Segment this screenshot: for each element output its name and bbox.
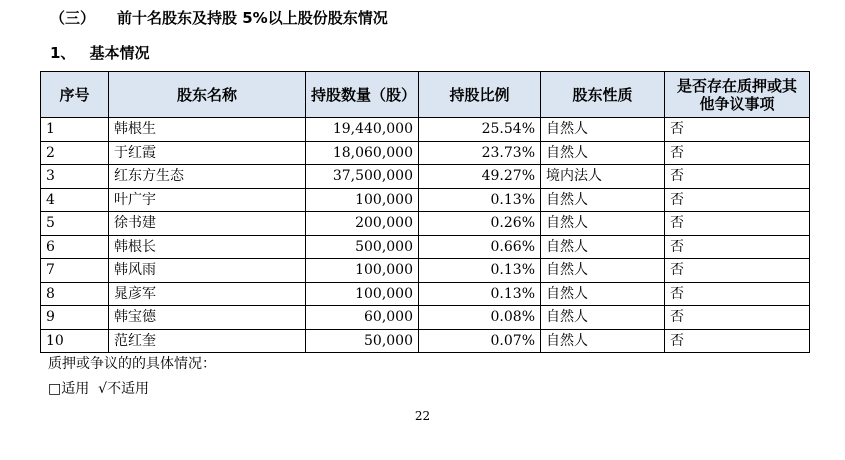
cell-serial-no: 3 <box>41 165 109 189</box>
cell-share-count: 50,000 <box>306 329 419 353</box>
header-shareholder-nature: 股东性质 <box>541 72 665 118</box>
cell-pledge-dispute: 否 <box>665 165 810 189</box>
table-header-row <box>41 72 810 118</box>
cell-share-count: 100,000 <box>306 259 419 283</box>
cell-share-ratio: 0.07% <box>419 329 541 353</box>
table-row <box>41 282 810 306</box>
table-row <box>41 165 810 189</box>
shareholder-table <box>40 71 810 353</box>
cell-share-count: 60,000 <box>306 306 419 330</box>
table-row <box>41 118 810 142</box>
cell-shareholder-nature: 自然人 <box>541 282 665 306</box>
cell-serial-no: 7 <box>41 259 109 283</box>
not-applicable-option-label: 不适用 <box>107 381 150 397</box>
cell-share-ratio: 0.13% <box>419 259 541 283</box>
cell-serial-no: 2 <box>41 141 109 165</box>
cell-shareholder-name: 叶广宇 <box>109 188 306 212</box>
header-share-count: 持股数量（股） <box>306 72 419 118</box>
cell-pledge-dispute: 否 <box>665 306 810 330</box>
cell-share-ratio: 0.13% <box>419 282 541 306</box>
cell-serial-no: 9 <box>41 306 109 330</box>
table-row <box>41 235 810 259</box>
dispute-details-label: 质押或争议的的具体情况： <box>48 356 216 372</box>
cell-serial-no: 6 <box>41 235 109 259</box>
applicable-option-label: 适用 <box>61 381 90 397</box>
cell-share-count: 200,000 <box>306 212 419 236</box>
cell-pledge-dispute: 否 <box>665 212 810 236</box>
cell-share-ratio: 49.27% <box>419 165 541 189</box>
cell-share-count: 37,500,000 <box>306 165 419 189</box>
cell-serial-no: 1 <box>41 118 109 142</box>
cell-shareholder-nature: 境内法人 <box>541 165 665 189</box>
cell-shareholder-nature: 自然人 <box>541 329 665 353</box>
cell-share-ratio: 0.08% <box>419 306 541 330</box>
cell-shareholder-nature: 自然人 <box>541 306 665 330</box>
cell-shareholder-nature: 自然人 <box>541 235 665 259</box>
cell-pledge-dispute: 否 <box>665 329 810 353</box>
cell-serial-no: 10 <box>41 329 109 353</box>
cell-share-count: 500,000 <box>306 235 419 259</box>
cell-pledge-dispute: 否 <box>665 141 810 165</box>
cell-shareholder-name: 韩宝德 <box>109 306 306 330</box>
cell-share-ratio: 23.73% <box>419 141 541 165</box>
header-share-ratio: 持股比例 <box>419 72 541 118</box>
table-row <box>41 306 810 330</box>
unchecked-box-icon[interactable]: □ <box>48 381 62 397</box>
header-serial-no: 序号 <box>41 72 109 118</box>
cell-serial-no: 5 <box>41 212 109 236</box>
sub-heading-text: 基本情况 <box>89 44 150 62</box>
cell-share-ratio: 0.13% <box>419 188 541 212</box>
cell-share-count: 18,060,000 <box>306 141 419 165</box>
cell-share-ratio: 0.66% <box>419 235 541 259</box>
sub-heading-number: 1、 <box>50 44 76 62</box>
cell-share-ratio: 0.26% <box>419 212 541 236</box>
table-body <box>41 118 810 353</box>
cell-shareholder-nature: 自然人 <box>541 188 665 212</box>
cell-shareholder-nature: 自然人 <box>541 141 665 165</box>
cell-share-ratio: 25.54% <box>419 118 541 142</box>
cell-serial-no: 8 <box>41 282 109 306</box>
table-row <box>41 212 810 236</box>
section-heading <box>50 7 388 28</box>
table-row <box>41 259 810 283</box>
cell-shareholder-name: 红东方生态 <box>109 165 306 189</box>
page-number: 22 <box>414 409 431 423</box>
cell-shareholder-name: 韩根长 <box>109 235 306 259</box>
table-row <box>41 188 810 212</box>
table-row <box>41 141 810 165</box>
sub-heading <box>50 42 149 63</box>
cell-shareholder-nature: 自然人 <box>541 118 665 142</box>
cell-pledge-dispute: 否 <box>665 188 810 212</box>
check-mark-icon[interactable]: √ <box>98 381 108 397</box>
cell-shareholder-name: 徐书建 <box>109 212 306 236</box>
cell-pledge-dispute: 否 <box>665 259 810 283</box>
section-heading-number: （三） <box>50 9 96 27</box>
cell-share-count: 19,440,000 <box>306 118 419 142</box>
cell-shareholder-name: 韩根生 <box>109 118 306 142</box>
cell-pledge-dispute: 否 <box>665 118 810 142</box>
header-shareholder-name: 股东名称 <box>109 72 306 118</box>
cell-shareholder-nature: 自然人 <box>541 212 665 236</box>
table-row <box>41 329 810 353</box>
section-heading-text: 前十名股东及持股 5%以上股份股东情况 <box>117 9 388 27</box>
cell-share-count: 100,000 <box>306 188 419 212</box>
cell-shareholder-name: 于红霞 <box>109 141 306 165</box>
applicability-options <box>48 378 149 398</box>
cell-shareholder-name: 晁彦军 <box>109 282 306 306</box>
header-pledge-dispute: 是否存在质押或其他争议事项 <box>665 72 810 118</box>
cell-share-count: 100,000 <box>306 282 419 306</box>
cell-shareholder-name: 韩风雨 <box>109 259 306 283</box>
cell-pledge-dispute: 否 <box>665 235 810 259</box>
cell-shareholder-name: 范红奎 <box>109 329 306 353</box>
cell-serial-no: 4 <box>41 188 109 212</box>
cell-pledge-dispute: 否 <box>665 282 810 306</box>
cell-shareholder-nature: 自然人 <box>541 259 665 283</box>
